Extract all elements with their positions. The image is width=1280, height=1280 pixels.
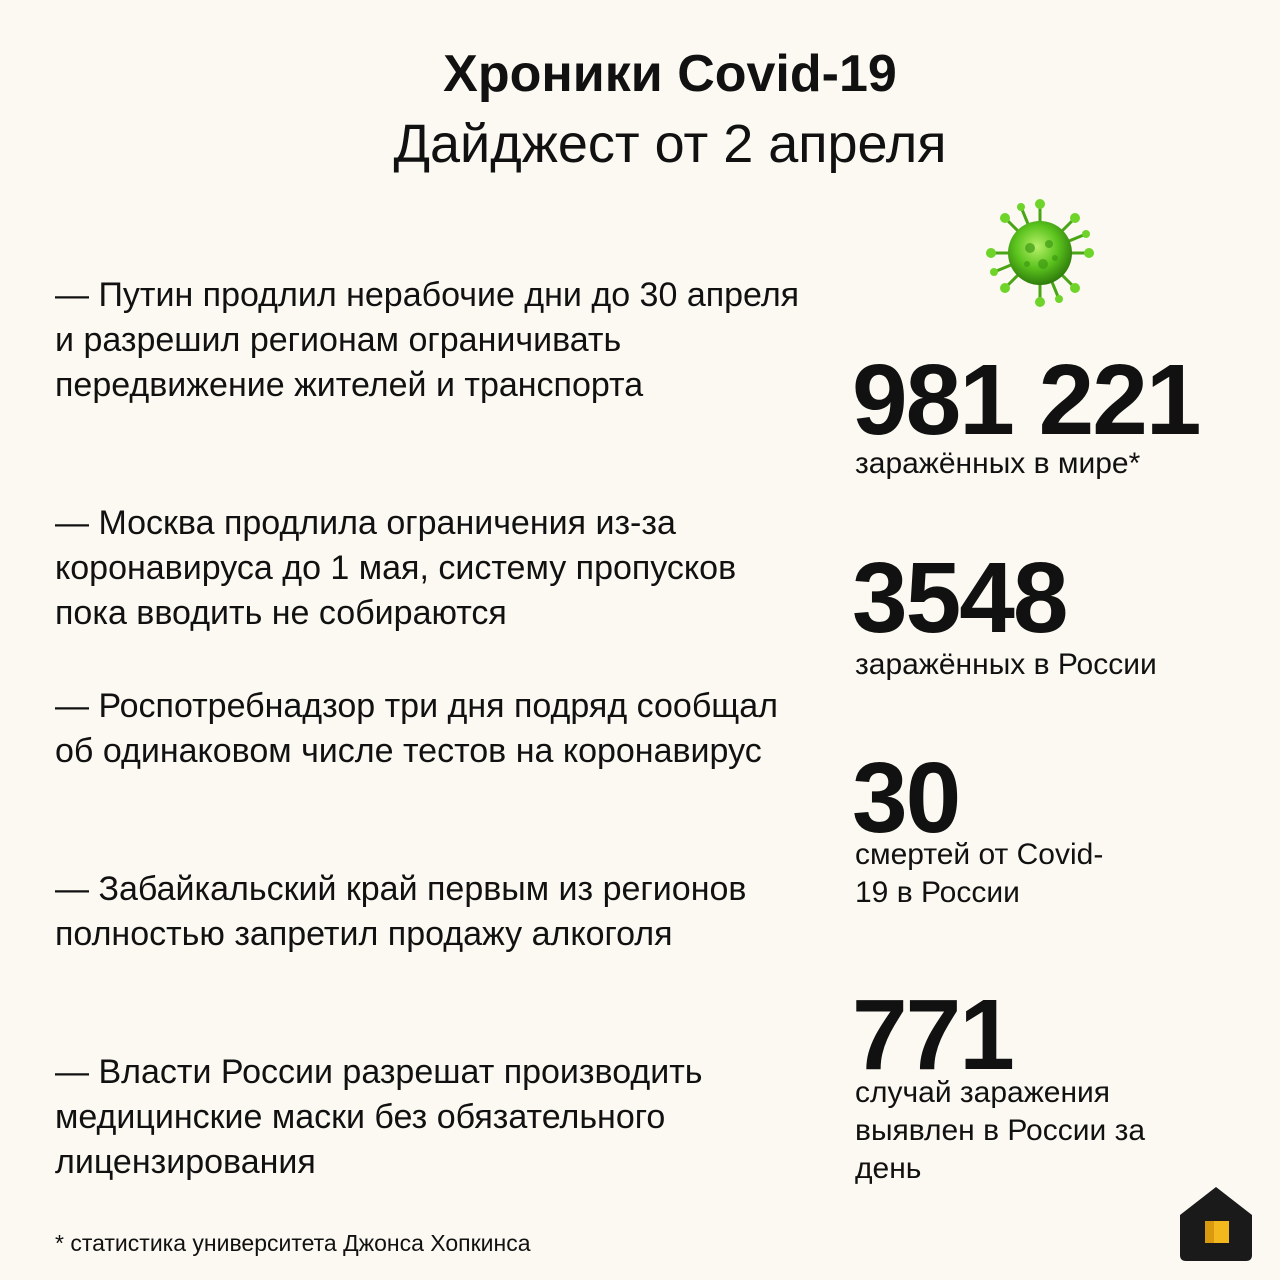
- news-item-3: — Роспотребнадзор три дня подряд сообщал об одинаковом числе тестов на коронавирус: [55, 687, 779, 770]
- stat-deaths-value: 30: [852, 742, 960, 854]
- stat-world-value: 981 221: [852, 344, 1200, 456]
- footnote: * статистика университета Джонса Хопкинса: [55, 1230, 531, 1256]
- house-logo-icon: [1178, 1185, 1254, 1263]
- stat-daily-value: 771: [852, 979, 1013, 1091]
- stat-daily-label: случай заражения выявлен в России за день: [855, 1076, 1146, 1185]
- news-item-5: — Власти России разрешат производить медицинские маски без обязательного лицензирования: [55, 1053, 703, 1181]
- news-item-4: — Забайкальский край первым из регионов полностью запретил продажу алкоголя: [55, 870, 747, 953]
- news-item-1: — Путин продлил нерабочие дни до 30 апреля и разрешил регионам ограничивать передвижение жителей и транспорта: [55, 276, 800, 404]
- stat-russia-label: заражённых в России: [855, 648, 1157, 681]
- stat-world-label: заражённых в мире*: [855, 447, 1141, 480]
- virus-icon: [985, 198, 1095, 308]
- stat-russia-value: 3548: [852, 542, 1067, 654]
- subtitle: Дайджест от 2 апреля: [393, 114, 947, 174]
- news-item-2: — Москва продлила ограничения из-за коронавируса до 1 мая, систему пропусков пока вводить не собираются: [55, 504, 737, 632]
- title: Хроники Covid-19: [443, 45, 897, 103]
- stat-deaths-label: смертей от Covid-19 в России: [855, 838, 1104, 909]
